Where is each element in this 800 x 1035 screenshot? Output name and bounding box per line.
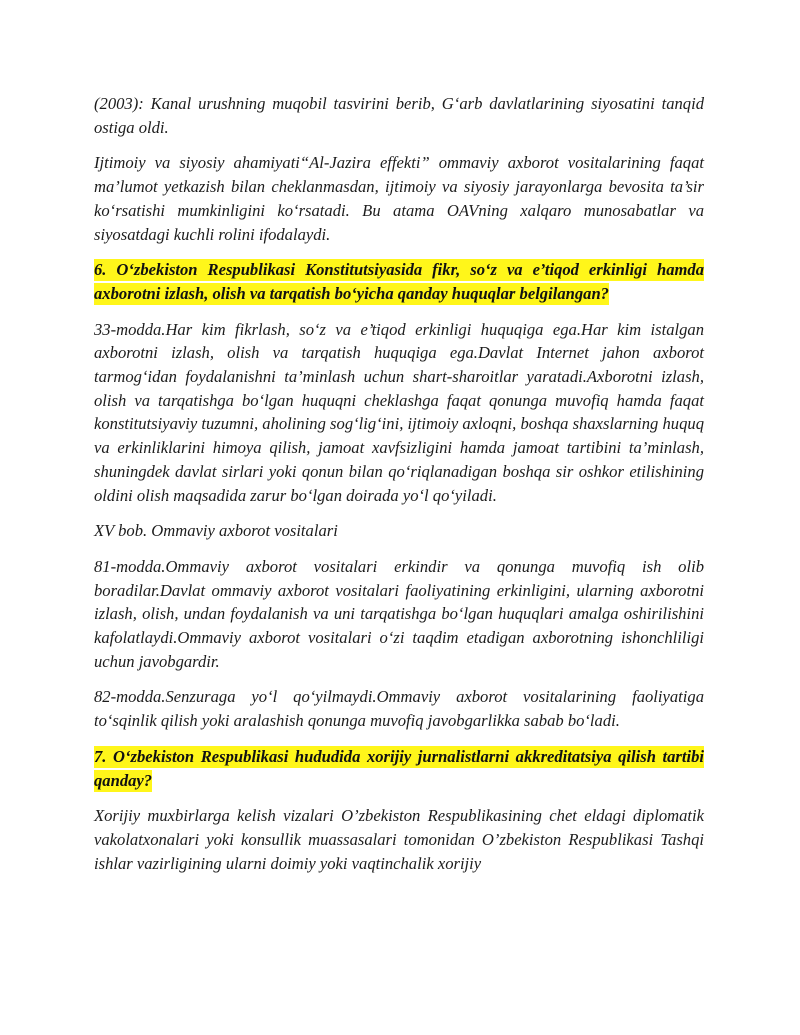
paragraph-article-82: 82-modda.Senzuraga yo‘l qo‘yilmaydi.Ommaviy axborot vositalarining faoliyatiga to‘sqinlik qilish yoki aralashish qonunga muvofiq javobgarlikka sabab bo‘ladi. [94, 687, 704, 731]
document-body [94, 92, 704, 887]
question-heading-7 [94, 745, 704, 792]
paragraph-article-81: 81-modda.Ommaviy axborot vositalari erkindir va qonunga muvofiq ish olib boradilar.Davlat ommaviy axborot vositalari faoliyatining erkinligini, ularning axborotni izlash, olish, undan foydalanish va uni tarqatishga bo‘lgan huquqlari amalga oshirilishini kafolatlaydi.Ommaviy axborot vositalari o‘zi taqdim etadigan axborotning ishonchliligi uchun javobgardir. [94, 556, 704, 671]
question-heading-6 [94, 258, 704, 305]
paragraph-intro: (2003): Kanal urushning muqobil tasvirini berib, G‘arb davlatlarining siyosatini tanqid ostiga oldi. [94, 94, 704, 137]
question-heading-6-text: 6. O‘zbekiston Respublikasi Konstitutsiyasida fikr, so‘z va e’tiqod erkinligi hamda axborotni izlash, olish va tarqatish bo‘yicha qanday huquqlar belgilangan? [94, 260, 704, 303]
paragraph-foreign-correspondents: Xorijiy muxbirlarga kelish vizalari O’zbekiston Respublikasining chet eldagi diplomatik vakolatxonalari yoki konsullik muassasalari tomonidan O’zbekiston Respublikasi Tashqi ishlar vazirligining ularni doimiy yoki vaqtinchalik xorijiy [94, 806, 704, 873]
paragraph-article-33: 33-modda.Har kim fikrlash, so‘z va e’tiqod erkinligi huquqiga ega.Har kim istalgan axborotni izlash, olish va tarqatish huquqiga ega.Davlat Internet jahon axborot tarmog‘idan foydalanishni ta’minlash uchun shart-sharoitlar yaratadi.Axborotni izlash, olish va tarqatishga bo‘lgan huquqni cheklashga faqat qonunga muvofiq hamda faqat konstitutsiyaviy tuzumni, aholining sog‘lig‘ini, ijtimoiy axloqni, boshqa shaxslarning huquq va erkinliklarini himoya qilish, jamoat xavfsizligini hamda jamoat tartibini ta’minlash, shuningdek davlat sirlari yoki qonun bilan qo‘riqlanadigan boshqa sir oshkor etilishining oldini olish maqsadida zarur bo‘lgan doirada yo‘l qo‘yiladi. [94, 319, 704, 505]
paragraph-chapter-xv: XV bob. Ommaviy axborot vositalari [94, 521, 338, 541]
question-heading-7-text: 7. O‘zbekiston Respublikasi hududida xorijiy jurnalistlarni akkreditatsiya qilish tartibi qanday? [94, 746, 704, 790]
paragraph-al-jazira-effect: Ijtimoiy va siyosiy ahamiyati“Al-Jazira effekti” ommaviy axborot vositalarining faqat ma’lumot yetkazish bilan cheklanmasdan, ijtimoiy va siyosiy jarayonlarga bevosita ta’sir ko‘rsatishi mumkinligini ko‘rsatadi. Bu atama OAVning xalqaro munosabatlar va siyosatdagi kuchli rolini ifodalaydi. [94, 153, 704, 244]
